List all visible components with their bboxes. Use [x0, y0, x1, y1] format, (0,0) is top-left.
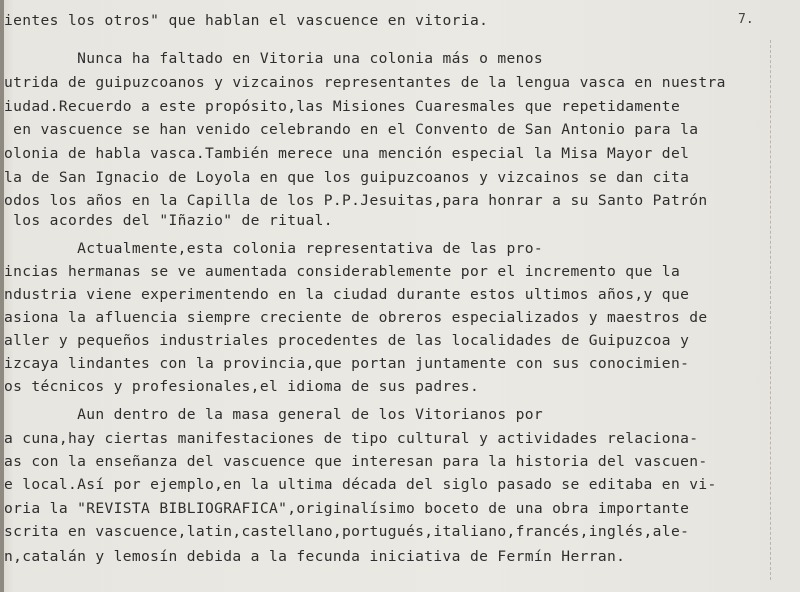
text-line: Actualmente,esta colonia representativa de las pro-	[4, 240, 544, 257]
text-line: oria la "REVISTA BIBLIOGRAFICA",originalísimo boceto de una obra importante	[4, 500, 690, 517]
text-line: izcaya lindantes con la provincia,que portan juntamente con sus conocimien-	[4, 355, 690, 372]
text-line: aller y pequeños industriales procedentes de las localidades de Guipuzcoa y	[4, 332, 690, 349]
text-line: ientes los otros" que hablan el vascuence en vitoria.	[4, 12, 489, 29]
text-line: asiona la afluencia siempre creciente de obreros especializados y maestros de	[4, 309, 708, 326]
text-line: olonia de habla vasca.También merece una mención especial la Misa Mayor del	[4, 145, 690, 162]
text-line: los acordes del "Iñazio" de ritual.	[4, 212, 333, 229]
text-line: a cuna,hay ciertas manifestaciones de tipo cultural y actividades relaciona-	[4, 430, 699, 447]
text-line: utrida de guipuzcoanos y vizcainos representantes de la lengua vasca en nuestra	[4, 74, 726, 91]
text-line: Aun dentro de la masa general de los Vitorianos por	[4, 406, 544, 423]
text-line: os técnicos y profesionales,el idioma de sus padres.	[4, 378, 480, 395]
text-line: odos los años en la Capilla de los P.P.Jesuitas,para honrar a su Santo Patrón	[4, 192, 708, 209]
text-line: as con la enseñanza del vascuence que interesan para la historia del vascuen-	[4, 453, 708, 470]
text-line: scrita en vascuence,latin,castellano,portugués,italiano,francés,inglés,ale-	[4, 523, 690, 540]
text-line: Nunca ha faltado en Vitoria una colonia más o menos	[4, 50, 544, 67]
page-fold-mark	[770, 40, 772, 580]
page-corner-mark: 7.	[738, 12, 754, 27]
text-line: iudad.Recuerdo a este propósito,las Misiones Cuaresmales que repetidamente	[4, 98, 681, 115]
text-line: incias hermanas se ve aumentada considerablemente por el incremento que la	[4, 263, 681, 280]
text-line: en vascuence se han venido celebrando en el Convento de San Antonio para la	[4, 121, 699, 138]
text-line: n,catalán y lemosín debida a la fecunda iniciativa de Fermín Herran.	[4, 548, 626, 565]
text-line: e local.Así por ejemplo,en la ultima década del siglo pasado se editaba en vi-	[4, 476, 717, 493]
text-line: ndustria viene experimentendo en la ciudad durante estos ultimos años,y que	[4, 286, 690, 303]
text-line: la de San Ignacio de Loyola en que los guipuzcoanos y vizcainos se dan cita	[4, 169, 690, 186]
